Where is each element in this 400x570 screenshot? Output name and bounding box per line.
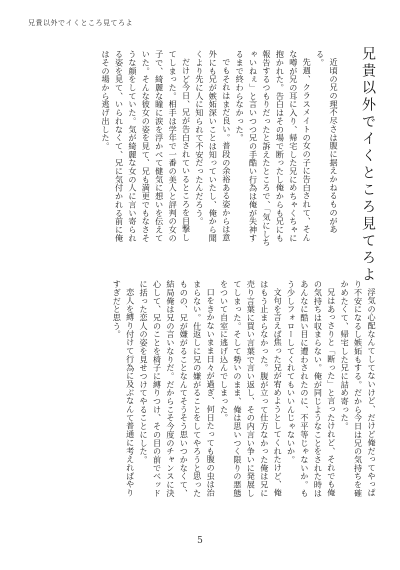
paragraph: だけど今日、兄が告白されているところを目撃してしまった。相手は学年で一番の美人と評判の女の子で、綺麗な瞳に涙を浮かべて健気に想いを伝えていた。そんな彼女の姿を見て、兄も満更でもなさそうな顔をしていた。気が綺麗な女の人に言い寄られる姿を見て、いられなくて、兄に気付かれる前に俺はその場から逃げ出した。 bbox=[101, 50, 192, 243]
text-block-top bbox=[22, 50, 340, 250]
page-number: 5 bbox=[197, 536, 203, 546]
paragraph: 浮気の心配なんてしてないけど、だけど俺だってやっぱり不安になるし嫉妬もする。だから今日は兄の気持ちを確かめたくて、帰宅した兄に詰め寄った。 bbox=[340, 280, 377, 498]
paragraph: 兄はあっさりと「断った」と言ったけれど、それでも俺の気持ちは収まらない。俺が同じようなことをされた時はあんなに酷い目に遭わされたのに、不平等じゃないか。もう少しフォローしてくれてもいいんじゃないか。 bbox=[286, 280, 337, 498]
paragraph: 口をきかないまま日々が過ぎ、何日たっても腹の虫は治まらない。仕返しに兄の嫌がることをしてやろうと思ったものの、兄が嫌がることなんてそうそう思いつかなくて、結局俺は兄の言いなりだ。だからこそ今度のチャンスに決心して、兄のことを椅子に縛りつけ、その目の前でベッドに括った恋人の姿を見せつけてやることにした。 bbox=[139, 280, 217, 498]
paragraph: でもそれはまだ良い。普段の余裕ある姿からは意外にも兄が嫉妬深いことは知っていたし、俺から聞くより先に人に知られて不安だったんだろう。 bbox=[194, 50, 232, 243]
paragraph: 恋人を縛り付けて行為に及ぶなんて普通に考えればやりすぎだと思う。 bbox=[112, 280, 136, 497]
running-header: 兄貴以外でイくところ見てろよ bbox=[28, 19, 133, 27]
text-block-bottom bbox=[26, 280, 378, 500]
story-title: 兄貴以外でイくところ見てろよ bbox=[360, 46, 376, 284]
paragraph: 先週、クラスメイトの女の子に告白されて、そんな噂が兄の耳に入り、帰宅した兄にめちゃくちゃに抱かれた。告白はその場で断ったし俺からも兄にも報告するつもりだったと訴えたところで、「気にしちゃいねぇ」と言いつつ兄の手酷い行為は俺が失神するまで終わらなかった。 bbox=[235, 50, 313, 247]
paragraph: 文句を言えば焦った兄が宥めようとしてくれたけど、俺はもう止まらなかった。腹が立って仕方なかった俺は兄に売り言葉に買い言葉で言い返し、その内言い争いに発展してしまった。そして勢いのまま、俺は思いつく限りの悪態をついて自室に逃げ込んでしまった。 bbox=[219, 280, 284, 498]
paragraph: 近頃の兄の理不尽さは腹に据えかねるものがある。 bbox=[315, 50, 339, 234]
